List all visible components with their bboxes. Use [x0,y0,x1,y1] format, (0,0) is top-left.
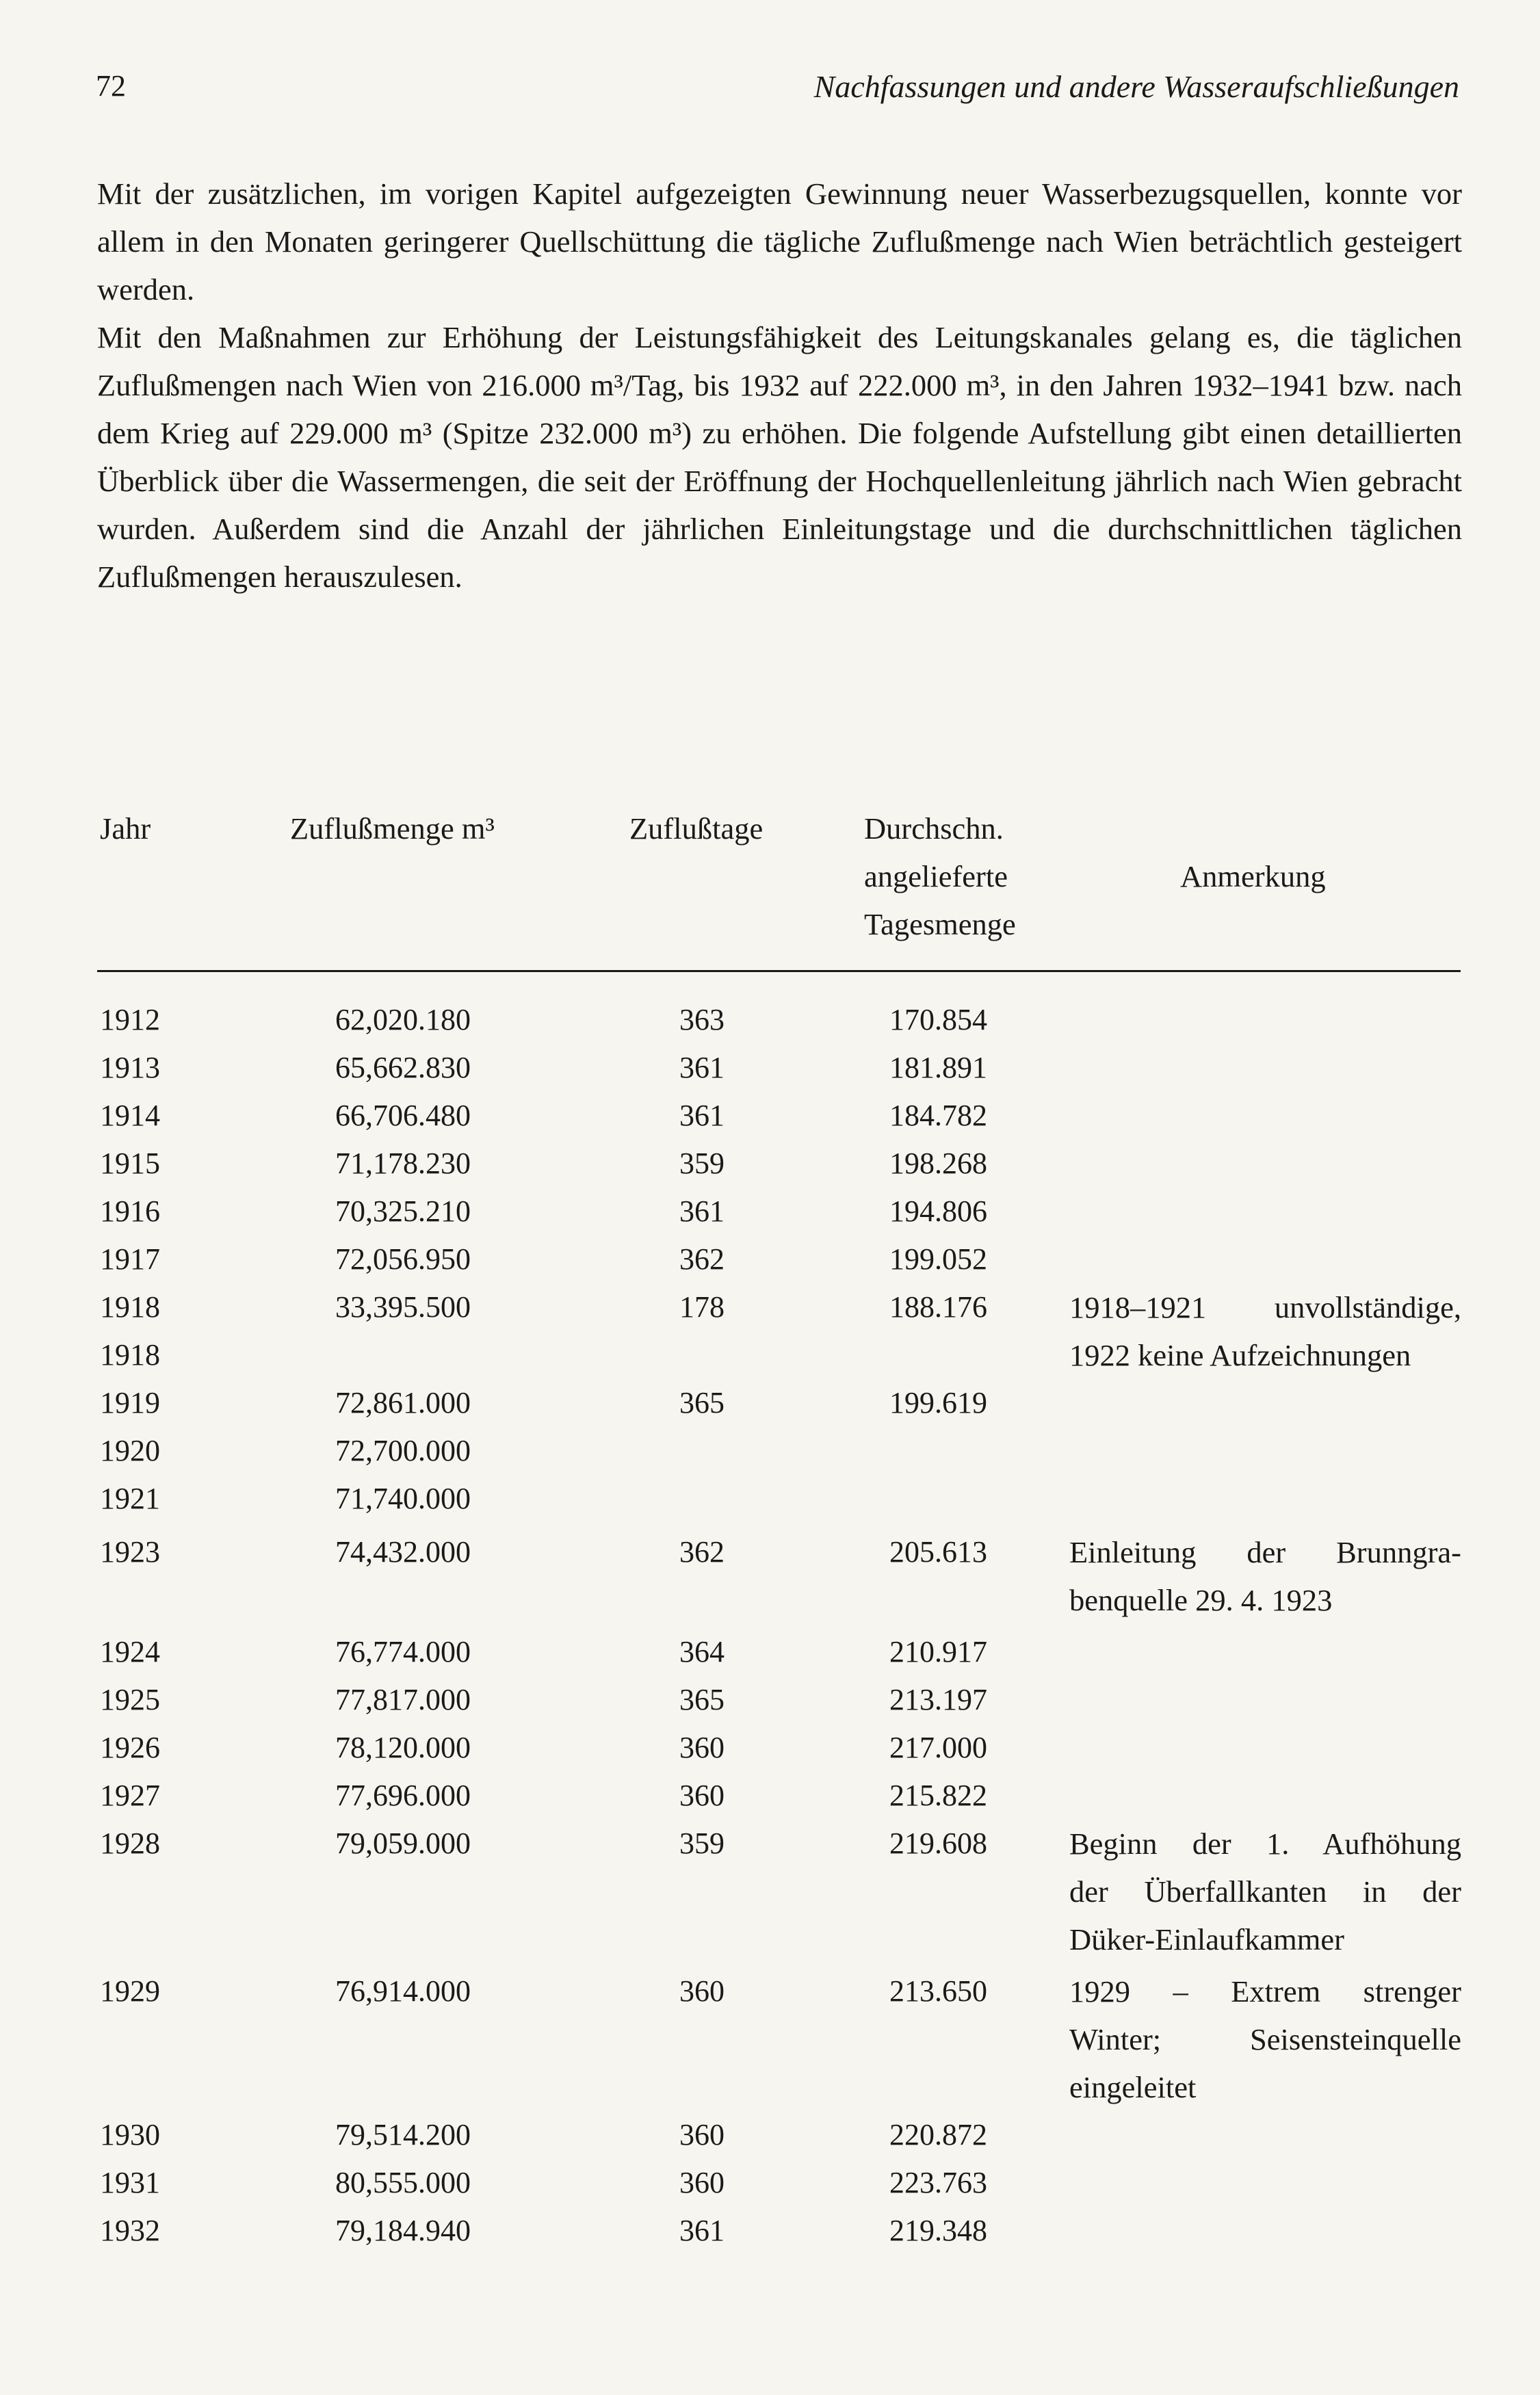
cell-amount: 77,696.000 [335,1779,471,1812]
intro-paragraph-2: Mit den Maßnahmen zur Erhöhung der Leistungsfähigkeit des Leitungskanales gelang es, die täglichen Zuflußmengen nach Wien von 216.000 m³/Tag, bis 1932 auf 222.000 m³, in den Jahren 1932–1941 bzw. nach dem Krieg auf 229.000 m³ (Spitze 232.000 m³) zu erhöhen. Die folgende Aufstellung gibt einen detaillierten Überblick über die Wassermengen, die seit der Eröffnung der Hochquellenleitung jährlich nach Wien gebracht wurden. Außerdem sind die Anzahl der jährlichen Einleitungstage und die durchschnittlichen täglichen Zuflußmengen herauszulesen. [97,320,1462,594]
note-1918 [1069,1283,1461,1379]
note-line: Düker-Einlaufkammer [1069,1922,1344,1956]
cell-avg: 219.608 [889,1827,987,1860]
cell-avg: 215.822 [889,1779,987,1812]
note-line: Winter; Seisensteinquelle [1069,2022,1461,2056]
cell-year: 1930 [100,2118,160,2151]
cell-year: 1917 [100,1242,160,1276]
note-1928 [1069,1820,1461,1963]
cell-year: 1924 [100,1635,160,1668]
cell-amount: 72,700.000 [335,1434,471,1467]
cell-year: 1916 [100,1194,160,1228]
note-line: 1922 keine Aufzeichnungen [1069,1338,1411,1372]
cell-year: 1932 [100,2214,160,2247]
note-line: der Überfallkanten in der [1069,1874,1461,1909]
table-header-rule [97,970,1461,972]
cell-amount: 79,059.000 [335,1827,471,1860]
cell-amount: 79,184.940 [335,2214,471,2247]
cell-year: 1918 [100,1338,160,1372]
header-note: Anmerkung [1180,859,1326,893]
cell-year: 1923 [100,1535,160,1569]
cell-amount: 74,432.000 [335,1535,471,1569]
note-line: benquelle 29. 4. 1923 [1069,1583,1333,1617]
running-title: Nachfassungen und andere Wasseraufschließungen [813,69,1459,104]
header-year: Jahr [100,811,151,846]
cell-year: 1929 [100,1974,160,2008]
cell-avg: 199.052 [889,1242,987,1276]
cell-amount: 65,662.830 [335,1051,471,1084]
cell-amount: 76,774.000 [335,1635,471,1668]
cell-days: 364 [679,1635,725,1668]
cell-amount: 33,395.500 [335,1290,471,1324]
header-days: Zuflußtage [629,811,764,846]
header-avg-line-1: Durchschn. [864,811,1004,846]
cell-avg: 217.000 [889,1731,987,1764]
cell-amount: 77,817.000 [335,1683,471,1716]
cell-avg: 199.619 [889,1386,987,1419]
cell-amount: 78,120.000 [335,1731,471,1764]
cell-days: 359 [679,1827,725,1860]
cell-avg: 223.763 [889,2166,987,2199]
cell-amount: 66,706.480 [335,1099,471,1132]
cell-year: 1914 [100,1099,160,1132]
header-avg-line-3: Tagesmenge [864,907,1016,941]
cell-year: 1926 [100,1731,160,1764]
cell-days: 359 [679,1147,725,1180]
intro-text [97,170,1462,601]
cell-year: 1913 [100,1051,160,1084]
cell-days: 362 [679,1535,725,1569]
cell-year: 1925 [100,1683,160,1716]
cell-days: 360 [679,1731,725,1764]
cell-days: 361 [679,2214,725,2247]
cell-amount: 80,555.000 [335,2166,471,2199]
cell-year: 1920 [100,1434,160,1467]
note-line: eingeleitet [1069,2070,1197,2104]
cell-days: 362 [679,1242,725,1276]
cell-days: 363 [679,1003,725,1036]
note-line: 1918–1921 unvollständige, [1069,1290,1461,1324]
note-line: Einleitung der Brunngra- [1069,1535,1461,1569]
cell-amount: 72,861.000 [335,1386,471,1419]
cell-avg: 188.176 [889,1290,987,1324]
header-avg-line-2: angelieferte [864,859,1008,893]
cell-avg: 205.613 [889,1535,987,1569]
page-number: 72 [96,69,126,103]
cell-days: 361 [679,1099,725,1132]
cell-days: 361 [679,1194,725,1228]
cell-days: 178 [679,1290,725,1324]
cell-avg: 170.854 [889,1003,987,1036]
cell-amount: 71,178.230 [335,1147,471,1180]
cell-avg: 213.650 [889,1974,987,2008]
cell-days: 360 [679,2118,725,2151]
cell-avg: 219.348 [889,2214,987,2247]
cell-amount: 72,056.950 [335,1242,471,1276]
cell-avg: 198.268 [889,1147,987,1180]
note-line: Beginn der 1. Aufhöhung [1069,1827,1461,1861]
cell-days: 360 [679,1974,725,2008]
cell-amount: 76,914.000 [335,1974,471,2008]
cell-amount: 79,514.200 [335,2118,471,2151]
cell-year: 1931 [100,2166,160,2199]
cell-year: 1927 [100,1779,160,1812]
cell-year: 1918 [100,1290,160,1324]
cell-avg: 184.782 [889,1099,987,1132]
cell-days: 360 [679,2166,725,2199]
cell-amount: 71,740.000 [335,1482,471,1515]
cell-days: 361 [679,1051,725,1084]
cell-year: 1919 [100,1386,160,1419]
intro-paragraph-1: Mit der zusätzlichen, im vorigen Kapitel aufgezeigten Gewinnung neuer Wasserbezugsquellen, konnte vor allem in den Monaten geringerer Quellschüttung die tägliche Zuflußmenge nach Wien beträchtlich gesteigert werden. [97,176,1462,306]
cell-avg: 220.872 [889,2118,987,2151]
cell-year: 1915 [100,1147,160,1180]
header-amount: Zuflußmenge m³ [290,811,495,846]
cell-amount: 62,020.180 [335,1003,471,1036]
note-1929 [1069,1967,1461,2111]
cell-year: 1912 [100,1003,160,1036]
note-line: 1929 – Extrem strenger [1069,1974,1461,2008]
cell-days: 365 [679,1386,725,1419]
cell-avg: 210.917 [889,1635,987,1668]
note-1923 [1069,1528,1461,1624]
cell-days: 360 [679,1779,725,1812]
cell-avg: 213.197 [889,1683,987,1716]
cell-avg: 194.806 [889,1194,987,1228]
cell-avg: 181.891 [889,1051,987,1084]
cell-year: 1928 [100,1827,160,1860]
cell-year: 1921 [100,1482,160,1515]
cell-days: 365 [679,1683,725,1716]
cell-amount: 70,325.210 [335,1194,471,1228]
